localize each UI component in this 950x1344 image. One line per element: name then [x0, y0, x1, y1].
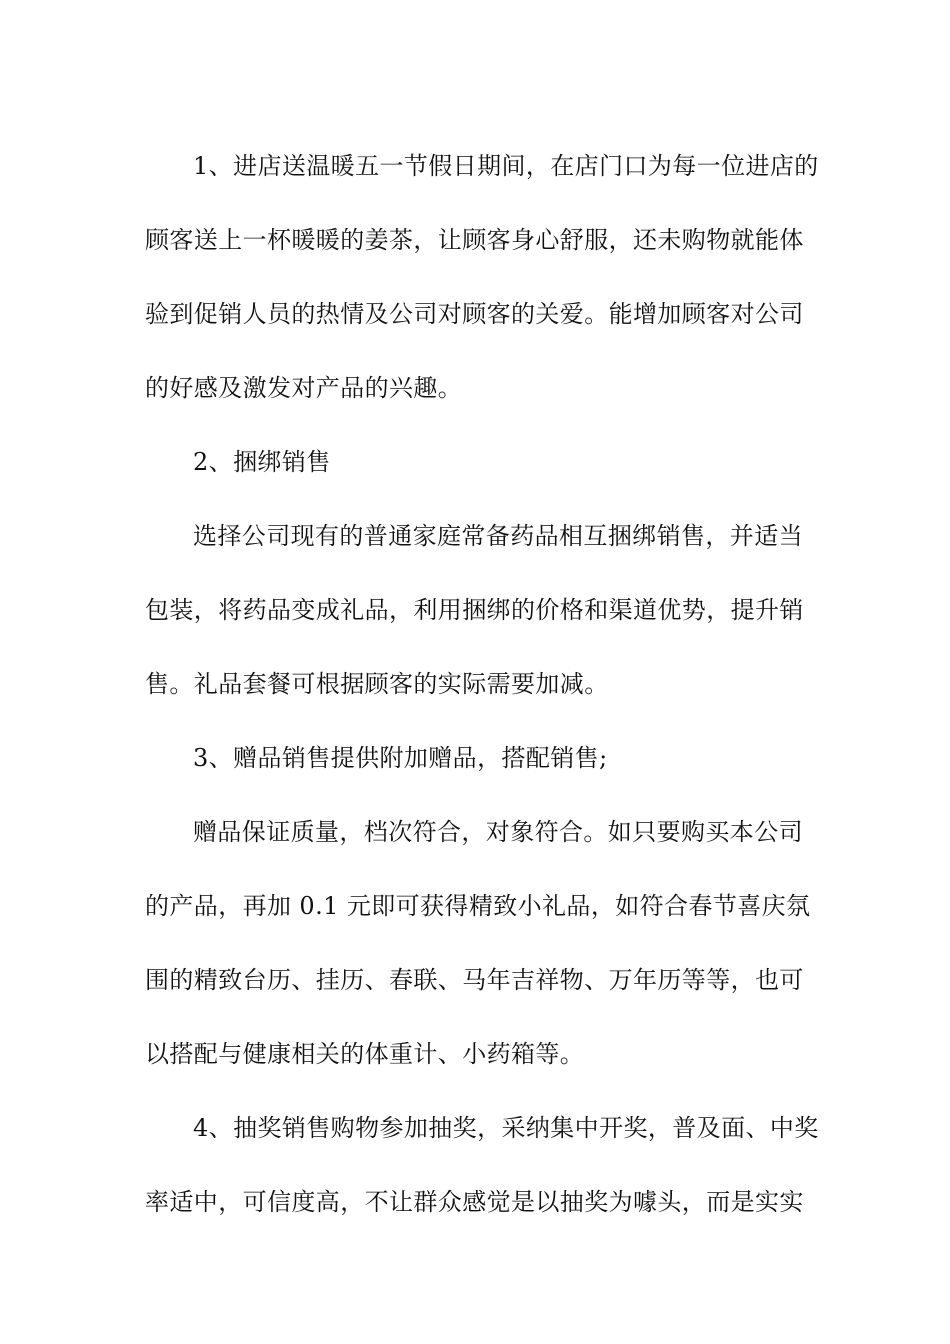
- text-line: 围的精致台历、挂历、春联、马年吉祥物、万年历等等，也可: [145, 966, 804, 994]
- text-line: 2、捆绑销售: [193, 448, 331, 476]
- text-line: 以搭配与健康相关的体重计、小药箱等。: [145, 1040, 585, 1068]
- paragraph-gift-detail: [145, 795, 811, 1091]
- text-line: 3、赠品销售提供附加赠品，搭配销售;: [193, 744, 608, 772]
- text-line: 选择公司现有的普通家庭常备药品相互捆绑销售，并适当: [193, 522, 803, 550]
- paragraph-entry-warmth: [145, 129, 819, 425]
- text-line: 赠品保证质量，档次符合，对象符合。如只要购买本公司: [193, 818, 803, 846]
- paragraph-lottery: [145, 1091, 819, 1239]
- document-body: [145, 129, 819, 1239]
- text-line: 验到促销人员的热情及公司对顾客的关爱。能增加顾客对公司: [145, 300, 804, 328]
- text-line: 的好感及激发对产品的兴趣。: [145, 374, 463, 402]
- text-line: 的产品，再加 0.1 元即可获得精致小礼品，如符合春节喜庆氛: [145, 892, 811, 920]
- text-line: 率适中，可信度高，不让群众感觉是以抽奖为噱头，而是实实: [145, 1188, 804, 1216]
- text-line: 4、抽奖销售购物参加抽奖，采纳集中开奖，普及面、中奖: [193, 1114, 819, 1142]
- paragraph-bundle-heading: [145, 425, 807, 499]
- paragraph-gift-heading: [145, 721, 807, 795]
- text-line: 1、进店送温暖五一节假日期间，在店门口为每一位进店的: [193, 152, 819, 180]
- text-line: 售。礼品套餐可根据顾客的实际需要加减。: [145, 670, 609, 698]
- text-line: 顾客送上一杯暖暖的姜茶，让顾客身心舒服，还未购物就能体: [145, 226, 804, 254]
- text-line: 包装，将药品变成礼品，利用捆绑的价格和渠道优势，提升销: [145, 596, 804, 624]
- paragraph-bundle-detail: [145, 499, 807, 721]
